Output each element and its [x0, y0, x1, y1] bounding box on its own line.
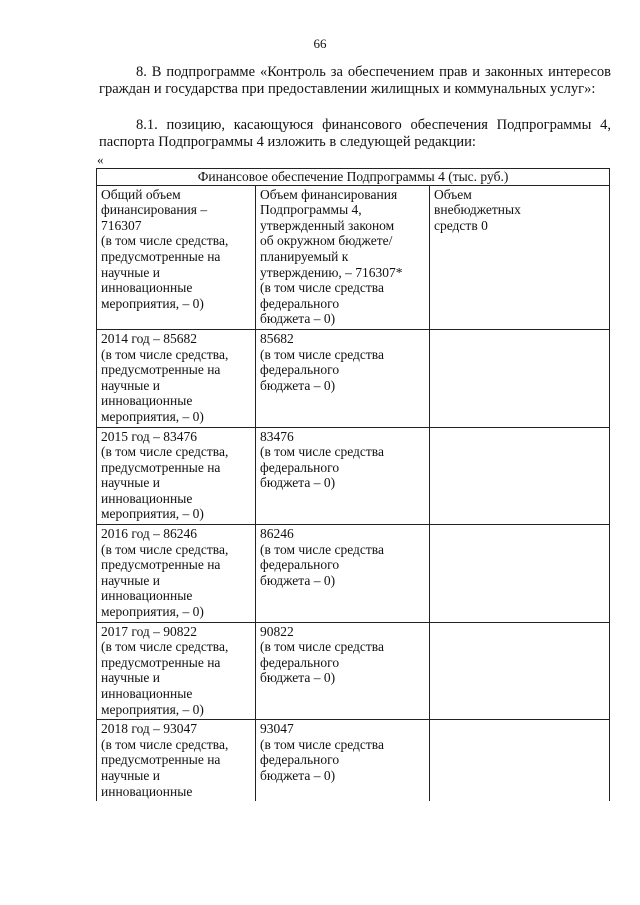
cell-line: планируемый к	[260, 248, 349, 264]
cell-line: об окружном бюджете/	[260, 233, 393, 249]
table-row	[97, 622, 610, 720]
cell-line: предусмотренные на	[101, 459, 221, 475]
year-budget-cell	[256, 720, 430, 801]
cell-line: (в том числе средства,	[101, 233, 229, 249]
cell-line: предусмотренные на	[101, 248, 221, 264]
cell-line: бюджета – 0)	[260, 767, 336, 783]
cell-line: 2015 год – 83476	[101, 428, 198, 444]
cell-line: (в том числе средства	[260, 541, 384, 557]
cell-line: внебюджетных	[434, 202, 521, 218]
cell-line: 86246	[260, 526, 294, 542]
cell-line: предусмотренные на	[101, 557, 221, 573]
cell-line: 83476	[260, 428, 294, 444]
table-row	[97, 525, 610, 623]
cell-line: научные и	[101, 670, 160, 686]
cell-line: инновационные	[101, 588, 193, 604]
cell-line: утвержденный законом	[260, 217, 395, 233]
cell-line: (в том числе средства	[260, 346, 384, 362]
cell-line: Подпрограммы 4,	[260, 202, 362, 218]
cell-line: федерального	[260, 362, 340, 378]
cell-line: 2017 год – 90822	[101, 623, 198, 639]
cell-line: мероприятия, – 0)	[101, 295, 204, 311]
cell-line: инновационные	[101, 686, 193, 701]
paragraph-subprogram-intro: 8. В подпрограмме «Контроль за обеспечением прав и законных интересов граждан и государства при предоставлении жилищных и коммунальных услуг»:	[99, 64, 611, 97]
cell-line: инновационные	[101, 393, 193, 409]
cell-line: 90822	[260, 623, 294, 639]
cell-line: федерального	[260, 295, 340, 311]
year-total-cell	[97, 525, 256, 623]
cell-line: федерального	[260, 654, 340, 670]
year-budget-cell	[256, 622, 430, 720]
cell-line: 2014 год – 85682	[101, 330, 198, 346]
cell-line: бюджета – 0)	[260, 475, 336, 491]
cell-line: (в том числе средства	[260, 444, 384, 460]
opening-quote-mark: «	[97, 152, 104, 167]
cell-line: (в том числе средства,	[101, 444, 229, 460]
header-total-funding-cell	[97, 185, 256, 329]
year-budget-cell	[256, 525, 430, 623]
cell-line: бюджета – 0)	[260, 670, 336, 686]
cell-line: Объем финансирования	[260, 186, 398, 202]
cell-line: 93047	[260, 721, 294, 737]
cell-line: научные и	[101, 475, 160, 491]
cell-line: средств 0	[434, 217, 488, 233]
cell-line: финансирования –	[101, 202, 208, 218]
cell-line: 2016 год – 86246	[101, 526, 198, 542]
paragraph-position-change: 8.1. позицию, касающуюся финансового обеспечения Подпрограммы 4, паспорта Подпрограммы 4 изложить в следующей редакции:	[99, 117, 611, 150]
table-title-row	[97, 169, 610, 186]
year-total-cell	[97, 622, 256, 720]
year-extrabudget-cell	[430, 427, 610, 525]
table-row	[97, 720, 610, 801]
finance-table	[96, 168, 610, 801]
cell-line: 2018 год – 93047	[101, 721, 198, 737]
cell-line: научные и	[101, 572, 160, 588]
year-total-cell	[97, 329, 256, 427]
header-extrabudget-cell	[430, 185, 610, 329]
cell-line: научные и	[101, 767, 160, 783]
cell-line: научные и	[101, 377, 160, 393]
cell-line: инновационные	[101, 490, 193, 506]
table-row	[97, 427, 610, 525]
cell-line: бюджета – 0)	[260, 377, 336, 393]
cell-line: мероприятия, – 0)	[101, 408, 204, 424]
cell-line: утверждению, – 716307*	[260, 264, 403, 280]
cell-line: предусмотренные на	[101, 362, 221, 378]
cell-line: 85682	[260, 330, 294, 346]
table-row	[97, 329, 610, 427]
cell-line: (в том числе средства	[260, 280, 384, 296]
table-header-row	[97, 185, 610, 329]
year-budget-cell	[256, 427, 430, 525]
cell-line: федерального	[260, 459, 340, 475]
cell-line: (в том числе средства	[260, 736, 384, 752]
cell-line: (в том числе средства,	[101, 639, 229, 655]
cell-line: (в том числе средства	[260, 639, 384, 655]
cell-line: (в том числе средства,	[101, 346, 229, 362]
page-number: 66	[313, 36, 327, 51]
cell-line: инновационные	[101, 280, 193, 296]
cell-line: федерального	[260, 557, 340, 573]
year-total-cell	[97, 427, 256, 525]
year-budget-cell	[256, 329, 430, 427]
cell-line: бюджета – 0)	[260, 311, 336, 327]
cell-line: предусмотренные на	[101, 654, 221, 670]
cell-line: мероприятия, – 0)	[101, 701, 204, 717]
table-title: Финансовое обеспечение Подпрограммы 4 (тыс. руб.)	[97, 169, 610, 186]
header-program-funding-cell	[256, 185, 430, 329]
cell-line: мероприятия, – 0)	[101, 604, 204, 620]
cell-line: инновационные	[101, 783, 193, 799]
cell-line: научные и	[101, 264, 160, 280]
cell-line: (в том числе средства,	[101, 541, 229, 557]
cell-line: федерального	[260, 752, 340, 768]
cell-line: бюджета – 0)	[260, 572, 336, 588]
cell-line: (в том числе средства,	[101, 736, 229, 752]
cell-line: мероприятия, – 0)	[101, 506, 204, 522]
cell-line: предусмотренные на	[101, 752, 221, 768]
year-extrabudget-cell	[430, 622, 610, 720]
cell-line: 716307	[101, 217, 142, 233]
year-extrabudget-cell	[430, 525, 610, 623]
cell-line: Объем	[434, 186, 472, 202]
year-total-cell	[97, 720, 256, 801]
cell-line: Общий объем	[101, 186, 181, 202]
year-extrabudget-cell	[430, 329, 610, 427]
year-extrabudget-cell	[430, 720, 610, 801]
